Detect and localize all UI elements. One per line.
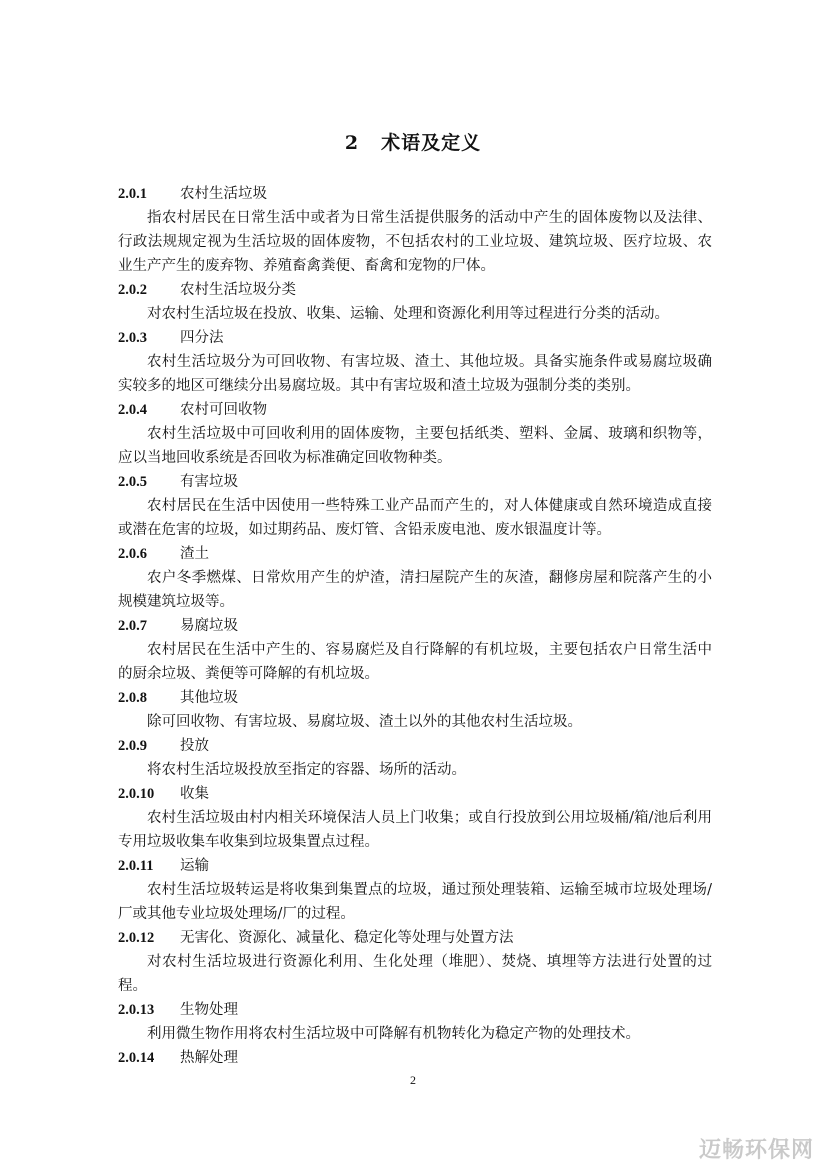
term-definition: 将农村生活垃圾投放至指定的容器、场所的活动。 — [147, 762, 466, 778]
definition-entry — [118, 326, 712, 398]
term-code: 2.0.6 — [118, 546, 147, 562]
definition-entry — [118, 470, 712, 542]
term-definition: 农村居民在生活中产生的、容易腐烂及自行降解的有机垃圾，主要包括农户日常生活中的厨余垃圾、粪便等可降解的有机垃圾。 — [118, 642, 712, 682]
term-code: 2.0.12 — [118, 930, 155, 946]
term-name: 其他垃圾 — [180, 690, 238, 706]
definition-entry — [118, 614, 712, 686]
definition-entry — [118, 734, 712, 782]
definitions-list — [118, 182, 712, 1070]
term-code: 2.0.5 — [118, 474, 147, 490]
term-definition: 农村生活垃圾中可回收利用的固体废物，主要包括纸类、塑料、金属、玻璃和织物等，应以当地回收系统是否回收为标准确定回收物种类。 — [118, 426, 712, 466]
term-heading — [118, 926, 712, 950]
term-heading — [118, 182, 712, 206]
term-heading — [118, 278, 712, 302]
definition-entry — [118, 1046, 712, 1070]
definition-entry — [118, 398, 712, 470]
term-definition: 农村生活垃圾转运是将收集到集置点的垃圾，通过预处理装箱、运输至城市垃圾处理场/厂或其他专业垃圾处理场/厂的过程。 — [118, 882, 712, 922]
term-name: 农村生活垃圾 — [180, 186, 267, 202]
term-code: 2.0.7 — [118, 618, 147, 634]
term-heading — [118, 542, 712, 566]
term-code: 2.0.4 — [118, 402, 147, 418]
term-name: 有害垃圾 — [180, 474, 238, 490]
definition-entry — [118, 782, 712, 854]
term-definition: 农村生活垃圾由村内相关环境保洁人员上门收集；或自行投放到公用垃圾桶/箱/池后利用专用垃圾收集车收集到垃圾集置点过程。 — [118, 810, 712, 850]
term-heading — [118, 998, 712, 1022]
definition-entry — [118, 542, 712, 614]
term-name: 无害化、资源化、减量化、稳定化等处理与处置方法 — [180, 930, 514, 946]
watermark-logo: 迈畅环保网 — [698, 1138, 814, 1163]
definition-entry — [118, 926, 712, 998]
definition-entry — [118, 686, 712, 734]
definition-entry — [118, 182, 712, 278]
term-code: 2.0.10 — [118, 786, 155, 802]
term-heading — [118, 854, 712, 878]
term-definition: 除可回收物、有害垃圾、易腐垃圾、渣土以外的其他农村生活垃圾。 — [147, 714, 582, 730]
term-name: 收集 — [180, 786, 209, 802]
term-heading — [118, 326, 712, 350]
term-heading — [118, 686, 712, 710]
term-name: 生物处理 — [180, 1002, 238, 1018]
term-code: 2.0.13 — [118, 1002, 155, 1018]
definition-entry — [118, 998, 712, 1046]
term-definition: 农村居民在生活中因使用一些特殊工业产品而产生的，对人体健康或自然环境造成直接或潜在危害的垃圾，如过期药品、废灯管、含铅汞废电池、废水银温度计等。 — [118, 498, 712, 538]
term-definition: 指农村居民在日常生活中或者为日常生活提供服务的活动中产生的固体废物以及法律、行政法规规定视为生活垃圾的固体废物，不包括农村的工业垃圾、建筑垃圾、医疗垃圾、农业生产产生的废弃物、养殖畜禽粪便、畜禽和宠物的尸体。 — [118, 210, 712, 274]
term-name: 四分法 — [180, 330, 224, 346]
term-name: 农村生活垃圾分类 — [180, 282, 296, 298]
term-heading — [118, 614, 712, 638]
definition-entry — [118, 278, 712, 326]
term-code: 2.0.3 — [118, 330, 147, 346]
chapter-title-text: 术语及定义 — [381, 132, 482, 154]
chapter-number: 2 — [344, 132, 360, 154]
term-definition: 利用微生物作用将农村生活垃圾中可降解有机物转化为稳定产物的处理技术。 — [147, 1026, 640, 1042]
chapter-title — [0, 128, 826, 155]
term-definition: 对农村生活垃圾在投放、收集、运输、处理和资源化利用等过程进行分类的活动。 — [147, 306, 669, 322]
term-name: 渣土 — [180, 546, 209, 562]
page-number: 2 — [410, 1073, 416, 1087]
term-definition: 对农村生活垃圾进行资源化利用、生化处理（堆肥）、焚烧、填埋等方法进行处置的过程。 — [118, 954, 712, 994]
term-definition: 农户冬季燃煤、日常炊用产生的炉渣，清扫屋院产生的灰渣，翻修房屋和院落产生的小规模建筑垃圾等。 — [118, 570, 712, 610]
term-name: 投放 — [180, 738, 209, 754]
term-code: 2.0.1 — [118, 186, 147, 202]
term-definition: 农村生活垃圾分为可回收物、有害垃圾、渣土、其他垃圾。具备实施条件或易腐垃圾确实较多的地区可继续分出易腐垃圾。其中有害垃圾和渣土垃圾为强制分类的类别。 — [118, 354, 712, 394]
term-heading — [118, 470, 712, 494]
term-code: 2.0.11 — [118, 858, 154, 874]
term-code: 2.0.14 — [118, 1050, 155, 1066]
definition-entry — [118, 854, 712, 926]
term-code: 2.0.9 — [118, 738, 147, 754]
term-heading — [118, 734, 712, 758]
term-name: 热解处理 — [180, 1050, 238, 1066]
term-name: 农村可回收物 — [180, 402, 267, 418]
term-code: 2.0.8 — [118, 690, 147, 706]
term-name: 易腐垃圾 — [180, 618, 238, 634]
term-name: 运输 — [180, 858, 209, 874]
term-heading — [118, 1046, 712, 1070]
term-heading — [118, 782, 712, 806]
term-code: 2.0.2 — [118, 282, 147, 298]
term-heading — [118, 398, 712, 422]
